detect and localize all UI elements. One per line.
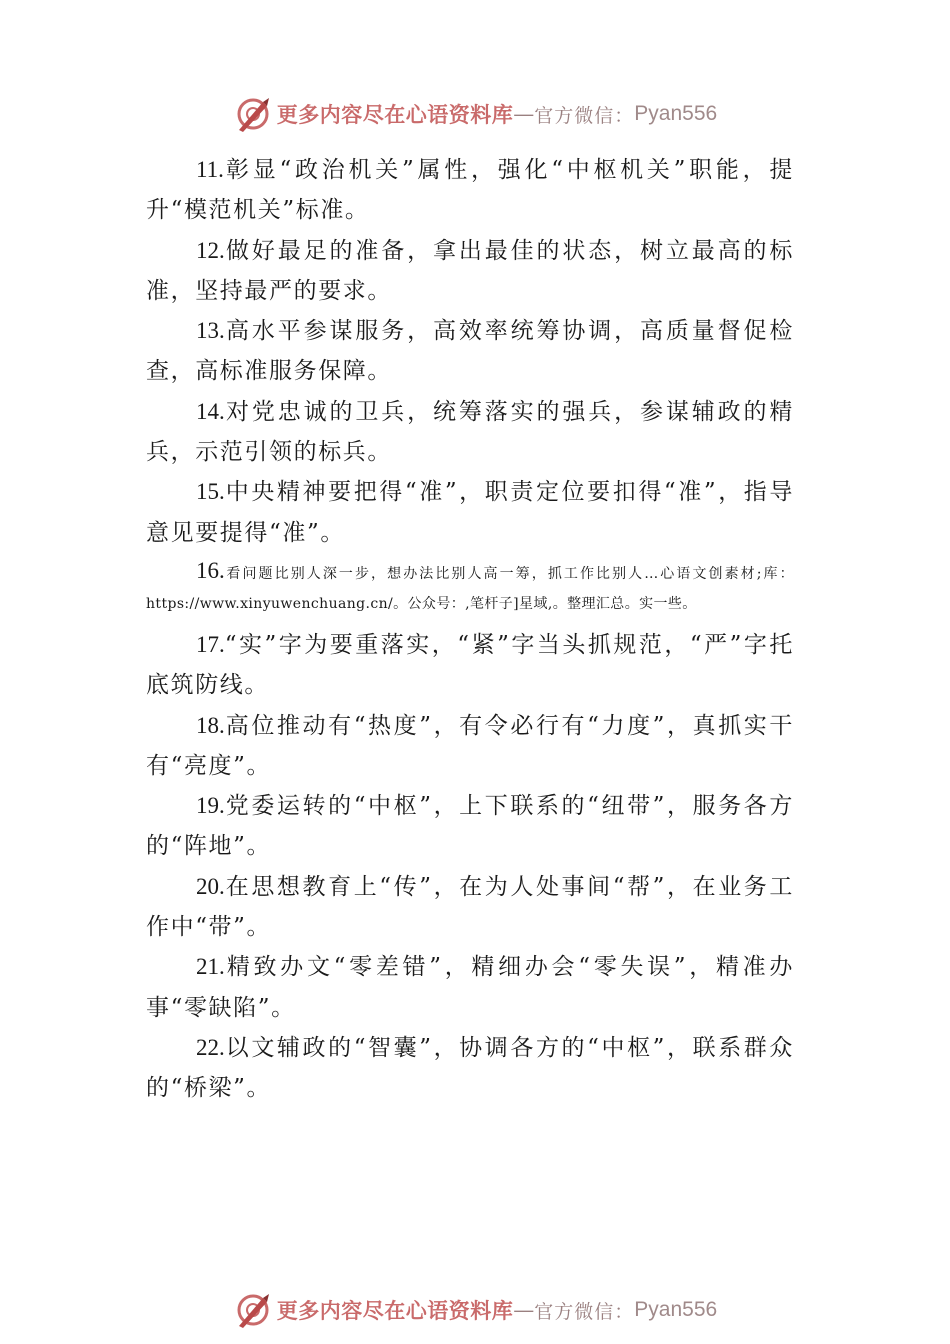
item-text: 高位推动有“热度”，有令必行有“力度”，真抓实干有“亮度”。 (146, 712, 794, 779)
item-text: 在思想教育上“传”，在为人处事间“帮”，在业务工作中“带”。 (146, 873, 794, 941)
list-item (146, 311, 794, 392)
item-text: 中央精神要把得“准”，职责定位要扣得“准”，指导意见要提得“准”。 (146, 479, 794, 546)
list-item (146, 556, 794, 619)
item-text: 精致办文“零差错”，精细办会“零失误”，精准办事“零缺陷”。 (146, 954, 794, 1021)
item-number: 14. (196, 398, 225, 424)
document-body (146, 150, 794, 1109)
item-number: 16. (196, 557, 225, 583)
item-text: 彰显“政治机关”属性，强化“中枢机关”职能，提升“模范机关”标准。 (146, 157, 794, 224)
banner-text: 更多内容尽在心语资料库 (276, 1298, 514, 1323)
banner-wechat-label: 官方微信： (534, 104, 635, 127)
banner-separator: — (513, 102, 535, 126)
item-text: 高水平参谋服务，高效率统筹协调，高质量督促检查，高标准服务保障。 (146, 318, 794, 385)
banner-separator: — (513, 1298, 535, 1322)
list-item (146, 472, 794, 553)
item-number: 22. (196, 1034, 225, 1060)
item-text: “实”字为要重落实，“紧”字当头抓规范，“严”字托底筑防线。 (146, 631, 794, 699)
list-item (146, 947, 794, 1028)
list-item (146, 150, 794, 231)
item-number: 20. (196, 873, 225, 899)
item-text: 对党忠诚的卫兵，统筹落实的强兵，参谋辅政的精兵，示范引领的标兵。 (146, 398, 794, 466)
banner-text: 更多内容尽在心语资料库 (276, 102, 514, 127)
item-number: 11. (196, 157, 224, 182)
list-item (146, 867, 794, 948)
list-item (146, 231, 794, 312)
item-number: 19. (196, 793, 225, 819)
item-text: 做好最足的准备，拿出最佳的状态，树立最高的标准，坚持最严的要求。 (146, 237, 794, 304)
list-item (146, 706, 794, 787)
banner-wechat-id: Pyan556 (634, 1298, 718, 1321)
list-item (146, 625, 794, 706)
pen-logo-icon (233, 94, 273, 134)
list-item (146, 786, 794, 867)
pen-logo-icon (233, 1290, 273, 1330)
item-text: 以文辅政的“智囊”，协调各方的“中枢”，联系群众的“桥梁”。 (146, 1034, 794, 1102)
header-banner (0, 94, 950, 134)
item-number: 18. (196, 712, 225, 738)
item-number: 17. (196, 631, 225, 657)
item-number: 21. (196, 954, 225, 980)
item-text: 看问题比别人深一步，想办法比别人高一筹，抓工作比别人…心语文创素材;库：https://www.xinyuwenchuang.cn/。公众号：,笔杆子]星域,。整理汇总。实一些。 (146, 565, 794, 612)
list-item (146, 392, 794, 473)
item-number: 15. (196, 479, 225, 505)
footer-banner (0, 1290, 950, 1330)
banner-wechat-label: 官方微信： (534, 1300, 635, 1323)
item-text: 党委运转的“中枢”，上下联系的“纽带”，服务各方的“阵地”。 (146, 793, 794, 860)
banner-wechat-id: Pyan556 (634, 102, 718, 125)
item-number: 13. (196, 318, 225, 344)
list-item (146, 1028, 794, 1109)
item-number: 12. (196, 237, 225, 263)
